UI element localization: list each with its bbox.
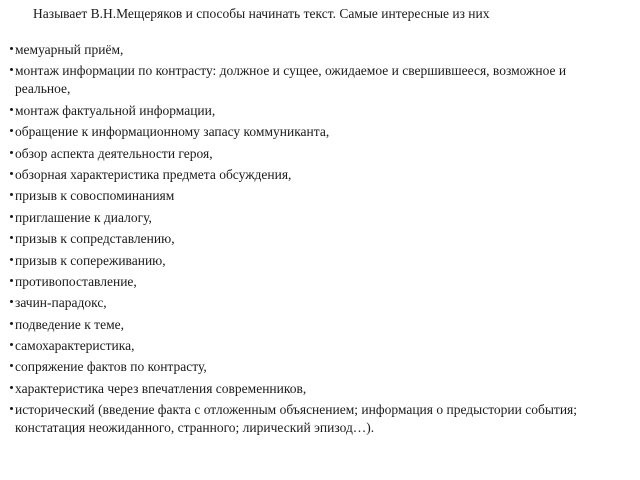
bullet-icon xyxy=(10,279,13,282)
list-item-text: сопряжение фактов по контрасту, xyxy=(15,359,207,375)
list-item xyxy=(10,102,610,120)
list-item xyxy=(10,166,610,184)
list-item xyxy=(10,123,610,141)
bullet-icon xyxy=(10,151,13,154)
list-item xyxy=(10,209,610,227)
technique-list xyxy=(10,41,610,441)
list-item-text: мемуарный приём, xyxy=(15,42,124,57)
list-item xyxy=(10,62,610,98)
list-item xyxy=(10,380,610,398)
bullet-icon xyxy=(10,108,13,111)
slide-heading: Называет В.Н.Мещеряков и способы начинать текст. Самые интересные из них xyxy=(33,6,490,21)
list-item xyxy=(10,187,610,205)
list-item-text: обзорная характеристика предмета обсуждения, xyxy=(15,166,292,182)
list-item xyxy=(10,294,610,312)
list-item-text: монтаж фактуальной информации, xyxy=(15,102,216,118)
bullet-icon xyxy=(10,236,13,239)
list-item xyxy=(10,337,610,355)
list-item xyxy=(10,273,610,291)
bullet-icon xyxy=(10,386,13,389)
list-item-text: приглашение к диалогу, xyxy=(15,209,152,225)
list-item-text: противопоставление, xyxy=(15,273,137,289)
list-item-text: обращение к информационному запасу коммуниканта, xyxy=(15,124,330,140)
list-item xyxy=(10,41,610,59)
bullet-icon xyxy=(10,300,13,303)
bullet-icon xyxy=(10,258,13,261)
list-item-text: исторический (введение факта с отложенным объяснением; информация о предыстории события; констатация неожиданного, странного; лирический эпизод…). xyxy=(15,402,578,436)
list-item-text: монтаж информации по контрасту: должное и сущее, ожидаемое и свершившееся, возможное и реальное, xyxy=(15,63,567,97)
bullet-icon xyxy=(10,343,13,346)
bullet-icon xyxy=(10,129,13,132)
list-item xyxy=(10,401,610,437)
list-item-text: подведение к теме, xyxy=(15,316,124,332)
bullet-icon xyxy=(10,172,13,175)
bullet-icon xyxy=(10,322,13,325)
list-item xyxy=(10,358,610,376)
list-item-text: характеристика через впечатления современников, xyxy=(15,380,307,396)
bullet-icon xyxy=(10,193,13,196)
list-item xyxy=(10,316,610,334)
list-item-text: призыв к совоспоминаниям xyxy=(15,188,175,204)
list-item xyxy=(10,252,610,270)
list-item-text: зачин-парадокс, xyxy=(15,295,107,311)
list-item xyxy=(10,230,610,248)
list-item xyxy=(10,145,610,163)
list-item-text: призыв к сопереживанию, xyxy=(15,252,166,268)
bullet-icon xyxy=(10,407,13,410)
list-item-text: обзор аспекта деятельности героя, xyxy=(15,145,213,161)
list-item-text: самохарактеристика, xyxy=(15,338,135,354)
bullet-icon xyxy=(10,68,13,71)
bullet-icon xyxy=(10,364,13,367)
bullet-icon xyxy=(10,215,13,218)
list-item-text: призыв к сопредставлению, xyxy=(15,231,175,247)
bullet-icon xyxy=(10,47,13,50)
